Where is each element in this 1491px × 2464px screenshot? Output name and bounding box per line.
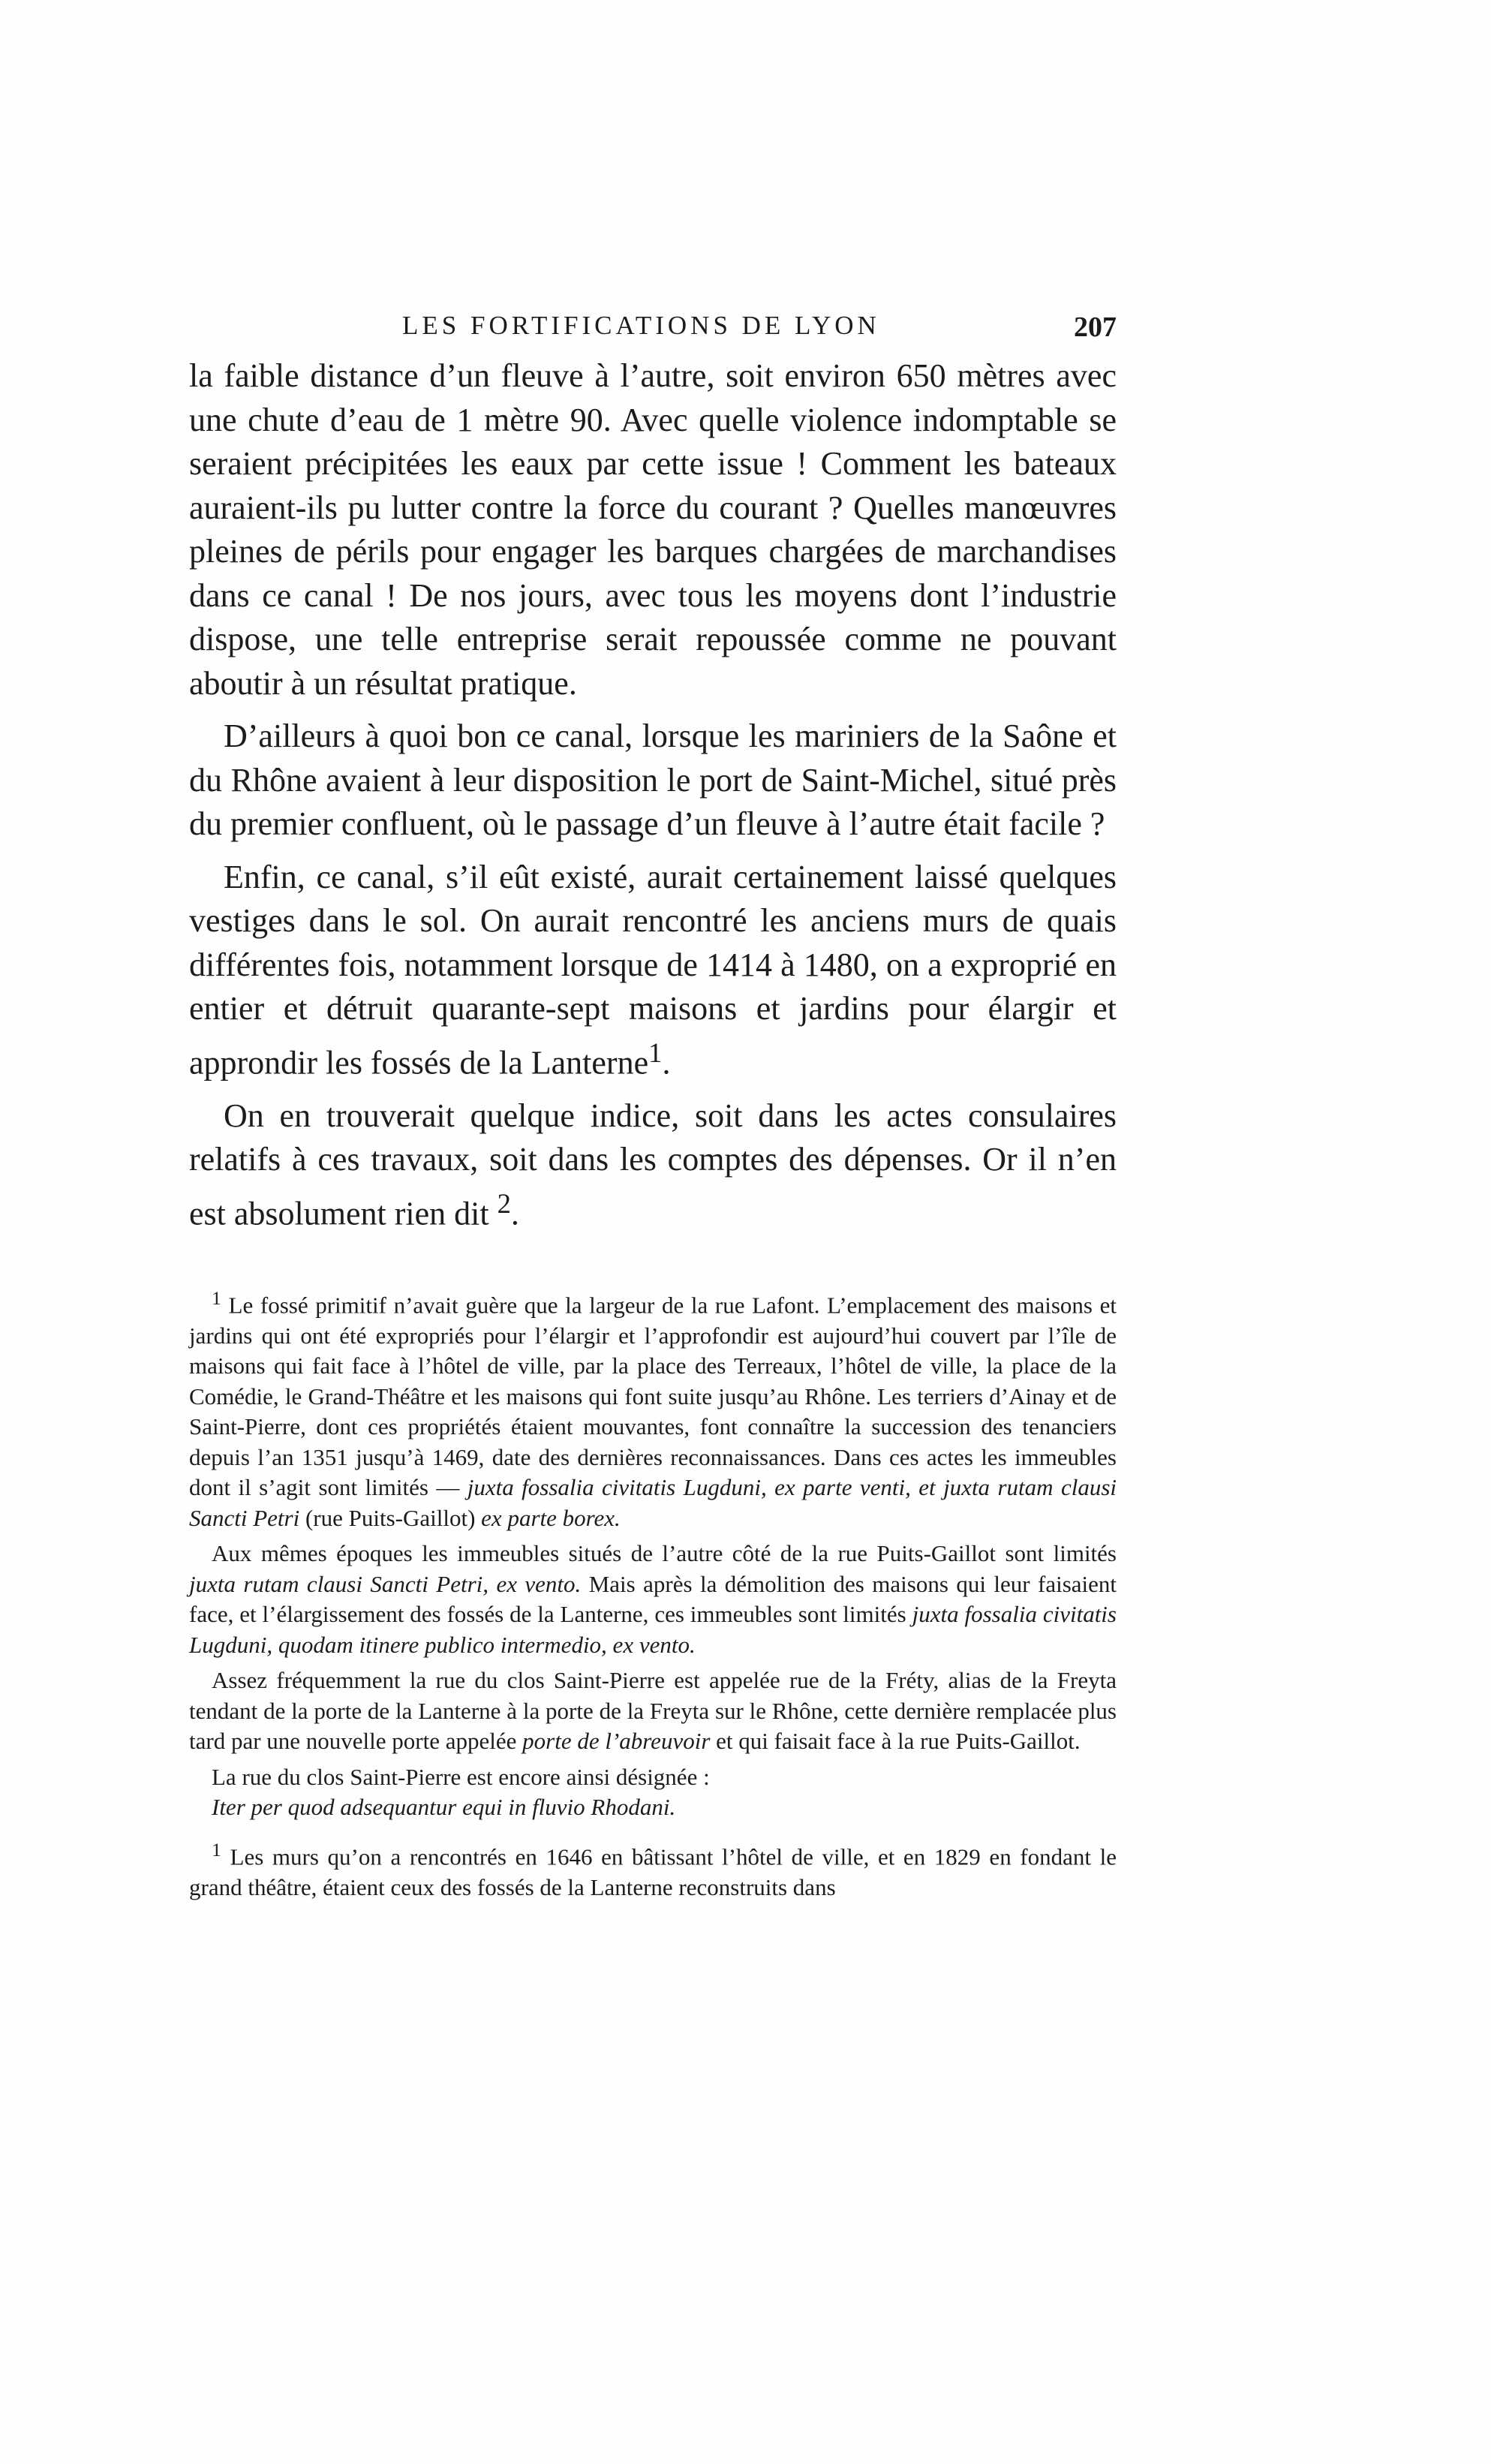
body-paragraph xyxy=(189,354,1117,706)
footnote-text: Le fossé primitif n’avait guère que la largeur de la rue Lafont. L’emplacement des maisons et jardins qui ont été expropriés pour l’élargir et l’approfondir est aujourd’hui couvert par l’île de maisons qui fait face à l’hôtel de ville, par la place des Terreaux, l’hôtel de ville, la place de la Comédie, le Grand-Théâtre et les maisons qui font suite jusqu’au Rhône. Les terriers d’Ainay et de Saint-Pierre, dont ces propriétés étaient mouvantes, font connaître la succession des tenanciers depuis l’an 1351 jusqu’à 1469, date des dernières reconnaissances. Dans ces actes les immeubles dont il s’agit sont limités — xyxy=(189,1292,1117,1501)
footnote-text: Mais après la démolition des maisons qui leur faisaient face, et l’élargissement des fossés de la Lanterne, ces immeubles sont limités xyxy=(189,1570,1117,1628)
body-paragraph xyxy=(189,856,1117,1085)
footnote xyxy=(189,1283,1117,1533)
footnote-text: et qui faisait face à la rue Puits-Gaillot. xyxy=(710,1728,1081,1755)
footnote xyxy=(189,1835,1117,1903)
page-number: 207 xyxy=(1074,311,1117,343)
footnote-continuation xyxy=(189,1665,1117,1757)
footnote-reference: 2 xyxy=(497,1187,511,1219)
latin-quotation: Iter per quod adsequantur equi in fluvio Rhodani. xyxy=(212,1794,676,1821)
footnote-text: La rue du clos Saint-Pierre est encore ainsi désignée : xyxy=(212,1763,710,1790)
footnote-text: (rue Puits-Gaillot) xyxy=(299,1504,482,1531)
paragraph-text: Enfin, ce canal, s’il eût existé, aurait certainement laissé quelques vestiges dans le sol. On aurait rencontré les anciens murs de quais différentes fois, notamment lorsque de 1414 à 1480, on a exproprié en entier et détruit quarante-sept maisons et jardins pour élargir et approndir les fossés de la Lanterne xyxy=(189,858,1117,1082)
running-head xyxy=(189,308,1117,345)
footnote-number: 1 xyxy=(212,1287,221,1309)
latin-quotation: juxta fossalia civitatis Lugduni, ex parte venti, et juxta rutam clausi Sancti Petri xyxy=(189,1474,1117,1531)
body-paragraph xyxy=(189,715,1117,847)
paragraph-text: On en trouverait quelque indice, soit dans les actes consulaires relatifs à ces travaux, soit dans les comptes des dépenses. Or il n’en est absolument rien dit xyxy=(189,1097,1117,1232)
footnote-text: Les murs qu’on a rencontrés en 1646 en bâtissant l’hôtel de ville, et en 1829 en fondant le grand théâtre, étaient ceux des fossés de la Lanterne reconstruits dans xyxy=(189,1843,1117,1900)
body-paragraph xyxy=(189,1094,1117,1236)
body-text xyxy=(189,354,1117,1236)
paragraph-text: la faible distance d’un fleuve à l’autre, soit environ 650 mètres avec une chute d’eau de 1 mètre 90. Avec quelle violence indomptable se seraient précipitées les eaux par cette issue ! Comment les bateaux auraient-ils pu lutter contre la force du courant ? Quelles manœuvres pleines de périls pour engager les barques chargées de marchandises dans ce canal ! De nos jours, avec tous les moyens dont l’industrie dispose, une telle entreprise serait repoussée comme ne pouvant aboutir à un résultat pratique. xyxy=(189,357,1117,702)
footnotes xyxy=(189,1283,1117,1903)
latin-quotation: porte de l’abreuvoir xyxy=(522,1728,711,1755)
running-title: LES FORTIFICATIONS DE LYON xyxy=(402,311,880,340)
footnote-number: 1 xyxy=(212,1838,221,1861)
latin-quotation: juxta rutam clausi Sancti Petri, ex vento. xyxy=(189,1570,582,1597)
footnote-text: Assez fréquemment la rue du clos Saint-Pierre est appelée rue de la Fréty, alias de la Freyta tendant de la porte de la Lanterne à la porte de la Freyta sur le Rhône, cette dernière remplacée plus tard par une nouvelle porte appelée xyxy=(189,1667,1117,1755)
footnote-reference: 1 xyxy=(648,1036,663,1068)
latin-quotation: juxta fossalia civitatis Lugduni, quodam itinere publico intermedio, ex vento. xyxy=(189,1601,1117,1658)
paragraph-text: D’ailleurs à quoi bon ce canal, lorsque les mariniers de la Saône et du Rhône avaient à leur disposition le port de Saint-Michel, situé près du premier confluent, où le passage d’un fleuve à l’autre était facile ? xyxy=(189,718,1117,842)
footnote-text: Aux mêmes époques les immeubles situés de l’autre côté de la rue Puits-Gaillot sont limités xyxy=(212,1540,1117,1567)
paragraph-punctuation: . xyxy=(662,1044,671,1082)
footnote-continuation xyxy=(189,1539,1117,1660)
footnote-continuation xyxy=(189,1762,1117,1793)
latin-quotation: ex parte borex. xyxy=(481,1504,621,1531)
paragraph-punctuation: . xyxy=(510,1195,519,1232)
